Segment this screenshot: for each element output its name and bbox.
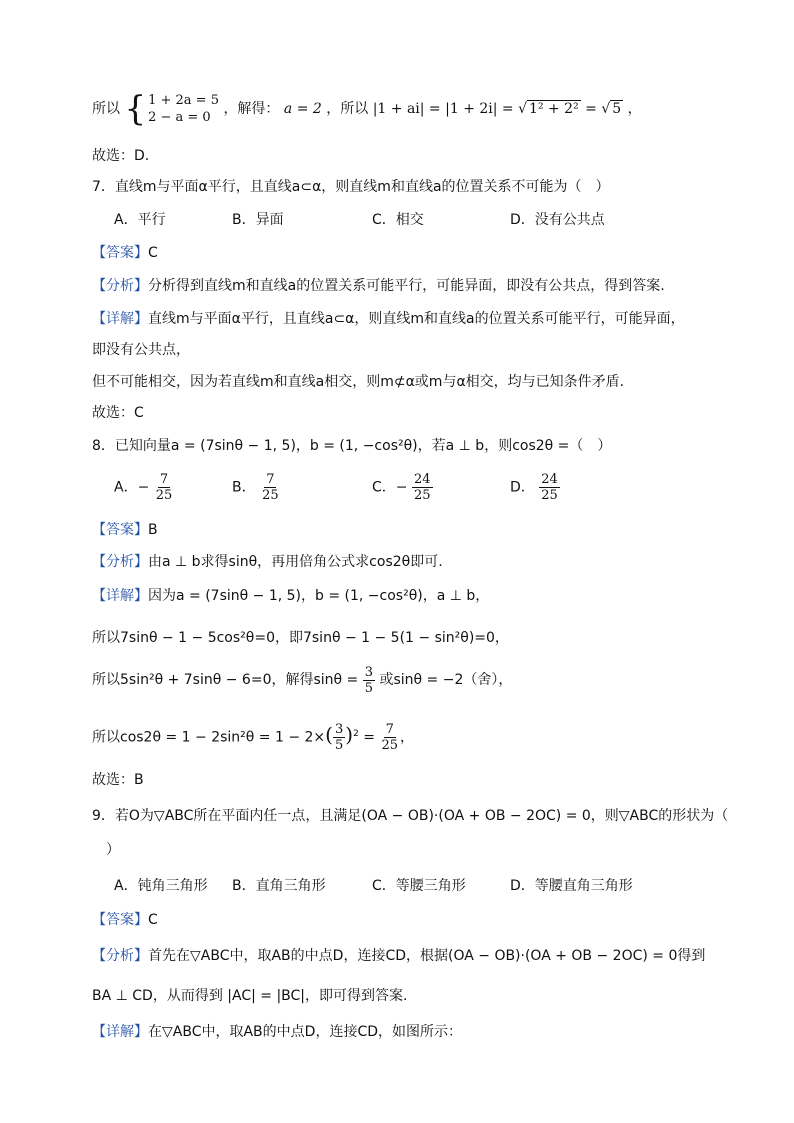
q8-options xyxy=(92,472,734,512)
sqrt-expr: √ 1² + 2² xyxy=(518,101,579,117)
prev-choose: 故选：D. xyxy=(92,148,150,164)
q7-choose: 故选：C xyxy=(92,405,144,421)
system-row-1: 1 + 2a = 5 xyxy=(148,93,219,108)
q9-detail-1: 【详解】在▽ABC中，取AB的中点D，连接CD，如图所示： xyxy=(92,1024,462,1040)
q7-analysis: 【分析】分析得到直线m和直线a的位置关系可能平行，可能异面，即没有公共点，得到答案. xyxy=(92,278,665,294)
sqrt-5: √ 5 xyxy=(601,101,622,117)
q7-answer xyxy=(92,243,734,263)
q7-detail-2: 即没有公共点， xyxy=(92,342,190,358)
q9-answer: 【答案】C xyxy=(92,912,158,928)
q8-answer: 【答案】B xyxy=(92,522,158,538)
q7-option-d[interactable]: D．没有公共点 xyxy=(510,212,605,228)
detail-tag: 【详解】 xyxy=(92,311,148,327)
prev-solution-line: 所以 { 1 + 2a = 5 2 − a = 0 ，解得： a = 2 ，所以 |1 + ai| = |1 + 2i| = √ 1² + 2² = √ 5 ， xyxy=(92,89,642,129)
q9-options xyxy=(92,876,734,896)
q8-option-d[interactable]: D． $\frac{24}{25}$ xyxy=(510,472,558,503)
analysis-tag: 【分析】 xyxy=(92,278,148,294)
q8-option-b[interactable]: B． $\frac{7}{25}$ xyxy=(232,472,279,503)
q8-detail-4: 所以cos2θ = 1 − 2sin²θ = 1 − 2×( $\frac{3}{5}$ )$^2$ = $\frac{7}{25}$ ， xyxy=(92,722,414,754)
q7-option-c[interactable]: C．相交 xyxy=(372,212,424,228)
q8-analysis: 【分析】由a ⊥ b求得sinθ，再用倍角公式求cos2θ即可. xyxy=(92,554,443,570)
q9-analysis-2: BA ⊥ CD，从而得到 |AC| = |BC|，即可得到答案. xyxy=(92,988,408,1004)
q7-option-a[interactable]: A．平行 xyxy=(114,212,166,228)
q8-choose: 故选：B xyxy=(92,772,144,788)
q9-analysis-1: 【分析】首先在▽ABC中，取AB的中点D，连接CD，根据(OA − OB)·(OA + OB − 2OC) = 0得到 xyxy=(92,948,706,964)
q9-option-d[interactable]: D．等腰直角三角形 xyxy=(510,878,633,894)
q7-option-b[interactable]: B．异面 xyxy=(232,212,284,228)
q7-detail-3: 但不可能相交，因为若直线m和直线a相交，则m⊄α或m与α相交，均与已知条件矛盾. xyxy=(92,374,625,390)
q9-option-c[interactable]: C．等腰三角形 xyxy=(372,878,466,894)
answer-tag: 【答案】 xyxy=(92,245,148,261)
q9-option-a[interactable]: A．钝角三角形 xyxy=(114,878,208,894)
system-row-2: 2 − a = 0 xyxy=(148,110,211,125)
q8-detail-1: 【详解】因为a = (7sinθ − 1, 5)，b = (1, −cos²θ)，a ⊥ b， xyxy=(92,588,490,604)
q7-detail-1: 【详解】直线m与平面α平行，且直线a⊂α，则直线m和直线a的位置关系可能平行，可能异面， xyxy=(92,311,685,327)
equation-system: { 1 + 2a = 5 2 − a = 0 xyxy=(124,89,219,129)
q8-stem: 8．已知向量a = (7sinθ − 1, 5)，b = (1, −cos²θ)，若a ⊥ b，则cos2θ =（ ） xyxy=(92,438,612,454)
q7-options xyxy=(92,210,734,230)
q8-detail-2: 所以7sinθ − 1 − 5cos²θ=0，即7sinθ − 1 − 5(1 − sin²θ)=0， xyxy=(92,630,509,646)
solve-value: a = 2 xyxy=(283,101,322,117)
q9-stem-2: ） xyxy=(92,842,120,858)
q9-option-b[interactable]: B．直角三角形 xyxy=(232,878,326,894)
q8-option-c[interactable]: C．− $\frac{24}{25}$ xyxy=(372,472,431,503)
q8-option-a[interactable]: A．− $\frac{7}{25}$ xyxy=(114,472,173,503)
modulus-expr: |1 + ai| = |1 + 2i| = xyxy=(372,101,519,117)
q7-stem: 7．直线m与平面α平行，且直线a⊂α，则直线m和直线a的位置关系不可能为（ ） xyxy=(92,179,610,195)
q8-detail-3: 所以5sin²θ + 7sinθ − 6=0，解得sinθ = $\frac{3}{5}$ 或sinθ = −2（舍）， xyxy=(92,664,513,696)
q9-stem-1: 9．若O为▽ABC所在平面内任一点，且满足(OA − OB)·(OA + OB − 2OC) = 0，则▽ABC的形状为（ xyxy=(92,808,729,824)
so-label: 所以 xyxy=(92,101,120,117)
answer-value: C xyxy=(148,245,158,261)
